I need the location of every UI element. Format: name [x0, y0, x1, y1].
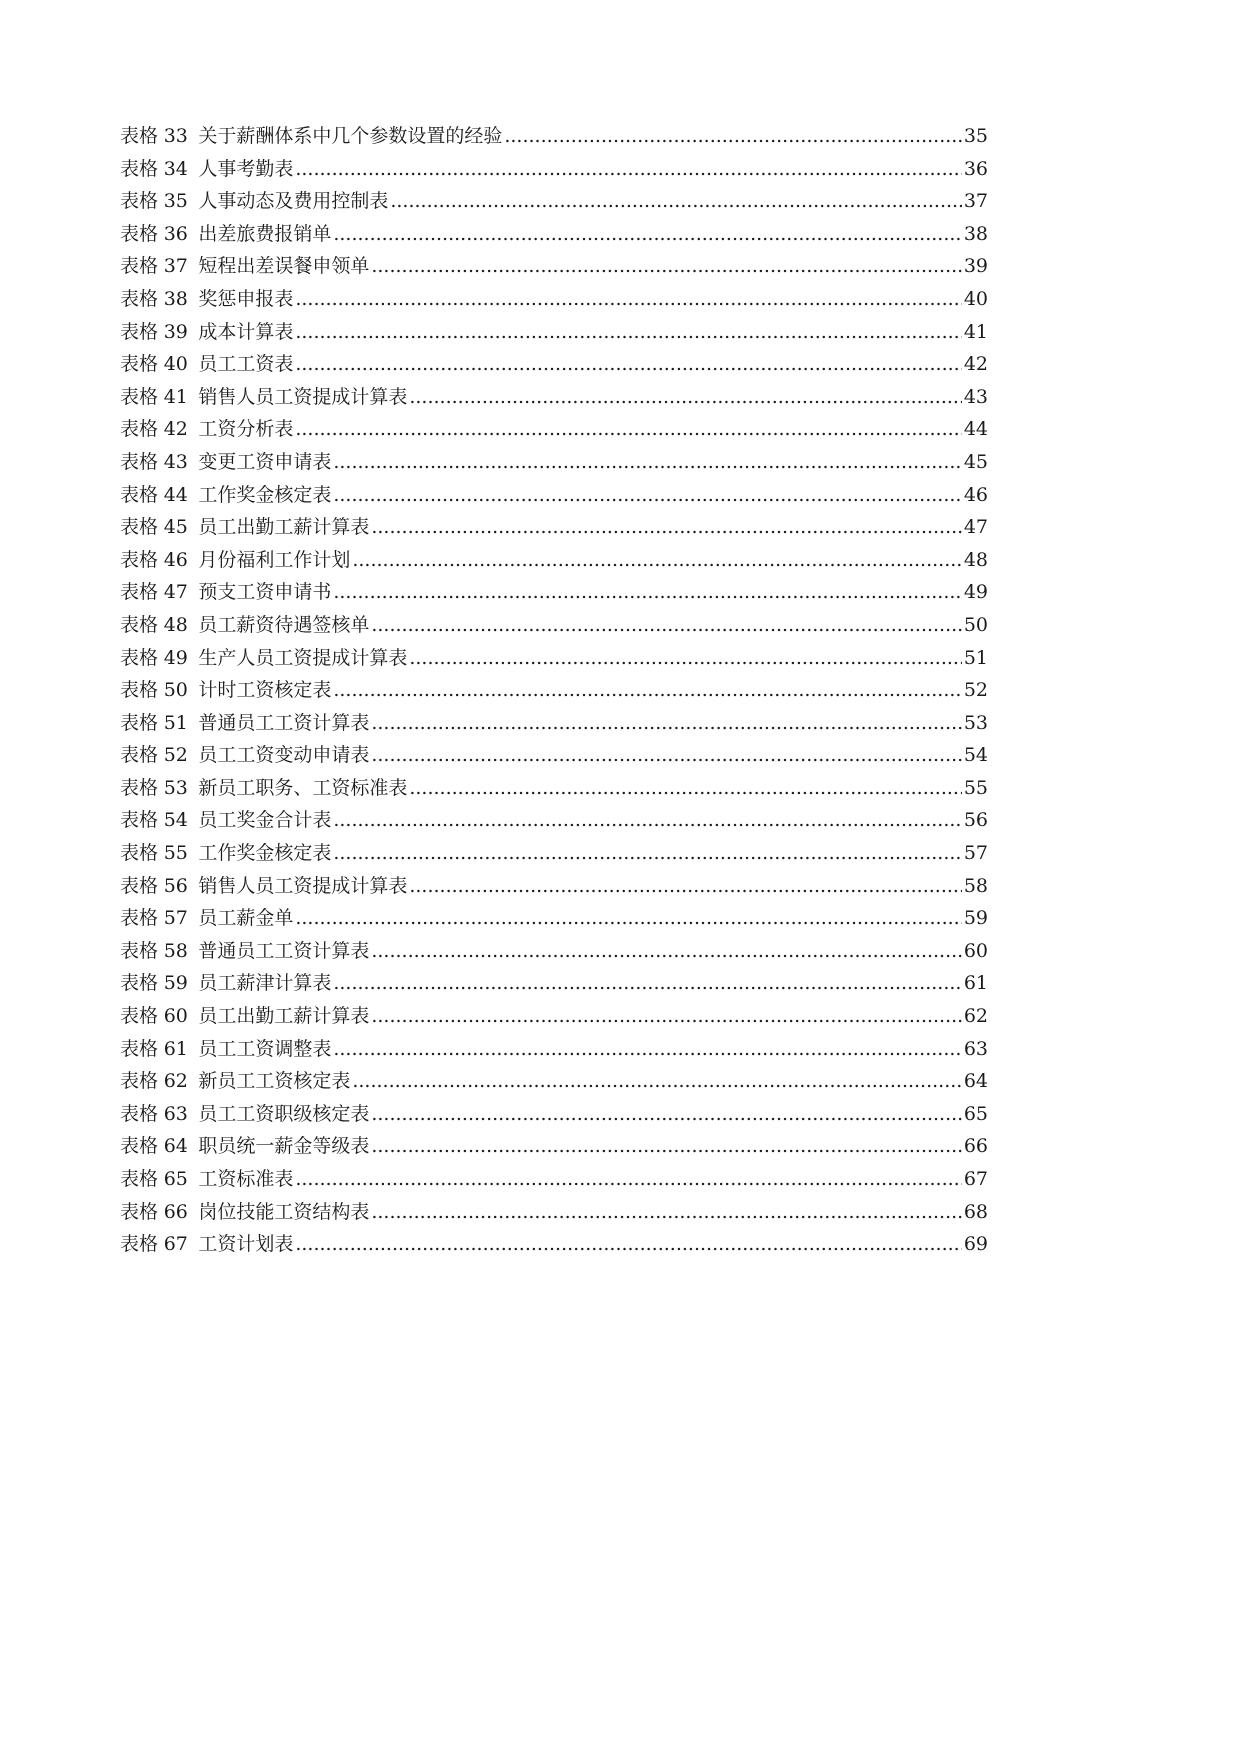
toc-entry-label: 表格 [120, 809, 159, 832]
toc-dot-leader [352, 544, 961, 577]
toc-entry-page: 57 [963, 842, 988, 865]
toc-entry[interactable] [120, 544, 988, 577]
toc-entry-number: 62 [163, 1070, 188, 1093]
toc-entry[interactable] [120, 283, 988, 316]
toc-entry-number: 47 [163, 581, 188, 604]
toc-entry-number: 44 [163, 483, 188, 506]
toc-entry-label: 表格 [120, 1135, 159, 1158]
toc-entry-title: 变更工资申请表 [198, 450, 332, 473]
toc-dot-leader [371, 1130, 961, 1163]
toc-entry-label: 表格 [120, 385, 159, 408]
toc-entry-title: 销售人员工资提成计算表 [198, 874, 408, 897]
toc-entry-title: 销售人员工资提成计算表 [198, 385, 408, 408]
toc-entry-page: 64 [963, 1070, 988, 1093]
toc-entry-title: 员工工资变动申请表 [198, 744, 370, 767]
toc-entry[interactable] [120, 870, 988, 903]
toc-entry-page: 60 [963, 939, 988, 962]
toc-entry-title: 员工薪资待遇签核单 [198, 613, 370, 636]
toc-entry-number: 67 [163, 1233, 188, 1256]
toc-entry-label: 表格 [120, 874, 159, 897]
toc-dot-leader [295, 153, 961, 186]
toc-entry-page: 47 [963, 516, 988, 539]
toc-entry-title: 工作奖金核定表 [198, 842, 332, 865]
toc-entry-number: 52 [163, 744, 188, 767]
toc-entry[interactable] [120, 316, 988, 349]
toc-dot-leader [409, 381, 961, 414]
toc-dot-leader [371, 1196, 961, 1229]
toc-entry-title: 工资分析表 [198, 418, 294, 441]
toc-dot-leader [504, 120, 961, 153]
toc-entry-label: 表格 [120, 125, 159, 147]
toc-entry-title: 员工薪津计算表 [198, 972, 332, 995]
toc-entry[interactable] [120, 1000, 988, 1033]
toc-entry-label: 表格 [120, 646, 159, 669]
toc-entry[interactable] [120, 1163, 988, 1196]
toc-entry-number: 38 [163, 287, 188, 310]
toc-entry-title: 普通员工工资计算表 [198, 939, 370, 962]
toc-entry[interactable] [120, 348, 988, 381]
toc-dot-leader [371, 250, 961, 283]
toc-entry-label: 表格 [120, 450, 159, 473]
toc-entry[interactable] [120, 479, 988, 512]
toc-entry[interactable] [120, 250, 988, 283]
toc-entry-page: 42 [963, 353, 988, 376]
toc-entry-title: 普通员工工资计算表 [198, 711, 370, 734]
toc-entry[interactable] [120, 1098, 988, 1131]
toc-entry-number: 50 [163, 679, 188, 702]
toc-entry-number: 45 [163, 516, 188, 539]
toc-entry-title: 新员工职务、工资标准表 [198, 776, 408, 799]
toc-entry-label: 表格 [120, 907, 159, 930]
toc-entry-label: 表格 [120, 1233, 159, 1256]
toc-entry-page: 36 [963, 157, 988, 180]
toc-entry-number: 56 [163, 874, 188, 897]
toc-entry-title: 关于薪酬体系中几个参数设置的经验 [198, 125, 503, 147]
toc-dot-leader [390, 185, 961, 218]
toc-entry-number: 51 [163, 711, 188, 734]
toc-entry-page: 67 [963, 1168, 988, 1190]
toc-entry-page: 43 [963, 385, 988, 408]
toc-entry[interactable] [120, 935, 988, 968]
toc-dot-leader [333, 479, 961, 512]
toc-dot-leader [295, 1163, 961, 1196]
toc-entry-label: 表格 [120, 776, 159, 799]
toc-entry-number: 61 [163, 1037, 188, 1060]
toc-entry[interactable] [120, 642, 988, 675]
toc-dot-leader [409, 642, 961, 675]
toc-entry-title: 新员工工资核定表 [198, 1070, 351, 1093]
toc-entry-number: 48 [163, 613, 188, 636]
toc-dot-leader [371, 1098, 961, 1131]
toc-entry-label: 表格 [120, 1037, 159, 1060]
toc-entry-label: 表格 [120, 939, 159, 962]
toc-entry-title: 预支工资申请书 [198, 581, 332, 604]
toc-entry-page: 46 [963, 483, 988, 506]
toc-entry-label: 表格 [120, 287, 159, 310]
toc-entry-title: 人事动态及费用控制表 [198, 190, 389, 213]
toc-entry-page: 38 [963, 222, 988, 245]
toc-entry[interactable] [120, 772, 988, 805]
toc-entry-number: 64 [163, 1135, 188, 1158]
toc-entry-page: 44 [963, 418, 988, 441]
toc-entry-label: 表格 [120, 548, 159, 571]
toc-entry-title: 出差旅费报销单 [198, 222, 332, 245]
toc-entry[interactable] [120, 1033, 988, 1066]
toc-dot-leader [333, 1033, 961, 1066]
toc-entry-title: 员工工资职级核定表 [198, 1102, 370, 1125]
toc-entry[interactable] [120, 609, 988, 642]
toc-entry[interactable] [120, 413, 988, 446]
toc-entry-page: 62 [963, 1005, 988, 1028]
toc-entry-title: 短程出差误餐申领单 [198, 255, 370, 278]
toc-entry-label: 表格 [120, 1200, 159, 1223]
toc-dot-leader [333, 674, 961, 707]
toc-entry-page: 51 [963, 646, 988, 669]
toc-entry-label: 表格 [120, 255, 159, 278]
toc-dot-leader [409, 772, 961, 805]
toc-dot-leader [333, 446, 961, 479]
toc-entry-title: 计时工资核定表 [198, 679, 332, 702]
toc-entry-title: 员工出勤工薪计算表 [198, 1005, 370, 1028]
toc-entry-title: 员工薪金单 [198, 907, 294, 930]
toc-dot-leader [333, 576, 961, 609]
toc-entry-number: 37 [163, 255, 188, 278]
toc-entry[interactable] [120, 120, 988, 153]
toc-dot-leader [333, 837, 961, 870]
toc-entry-page: 65 [963, 1102, 988, 1125]
toc-dot-leader [409, 870, 961, 903]
toc-entry-page: 39 [963, 255, 988, 278]
toc-entry-title: 工资标准表 [198, 1168, 294, 1190]
toc-entry-number: 35 [163, 190, 188, 213]
toc-entry-page: 53 [963, 711, 988, 734]
toc-entry-number: 66 [163, 1200, 188, 1223]
toc-entry[interactable] [120, 1130, 988, 1163]
toc-entry-page: 54 [963, 744, 988, 767]
toc-entry-page: 35 [963, 125, 988, 147]
toc-entry-label: 表格 [120, 581, 159, 604]
toc-entry[interactable] [120, 185, 988, 218]
toc-entry[interactable] [120, 576, 988, 609]
toc-entry-title: 人事考勤表 [198, 157, 294, 180]
toc-entry-title: 奖惩申报表 [198, 287, 294, 310]
toc-entry-page: 58 [963, 874, 988, 897]
toc-entry-label: 表格 [120, 157, 159, 180]
toc-entry[interactable] [120, 967, 988, 1000]
toc-entry-page: 69 [963, 1233, 988, 1256]
toc-entry-page: 68 [963, 1200, 988, 1223]
toc-entry-label: 表格 [120, 1005, 159, 1028]
toc-entry-label: 表格 [120, 1102, 159, 1125]
toc-entry[interactable] [120, 837, 988, 870]
toc-entry-page: 40 [963, 287, 988, 310]
toc-entry-title: 员工工资表 [198, 353, 294, 376]
toc-entry[interactable] [120, 804, 988, 837]
toc-entry-page: 49 [963, 581, 988, 604]
toc-entry[interactable] [120, 1065, 988, 1098]
toc-entry-label: 表格 [120, 842, 159, 865]
toc-entry-label: 表格 [120, 320, 159, 343]
toc-dot-leader [371, 707, 961, 740]
toc-entry-number: 59 [163, 972, 188, 995]
toc-dot-leader [295, 413, 961, 446]
toc-entry-page: 50 [963, 613, 988, 636]
toc-dot-leader [295, 902, 961, 935]
toc-dot-leader [333, 967, 961, 1000]
toc-entry-label: 表格 [120, 418, 159, 441]
toc-entry-page: 59 [963, 907, 988, 930]
toc-entry-title: 工资计划表 [198, 1233, 294, 1256]
toc-entry-page: 56 [963, 809, 988, 832]
toc-entry[interactable] [120, 381, 988, 414]
toc-entry-number: 43 [163, 450, 188, 473]
toc-entry-number: 55 [163, 842, 188, 865]
toc-entry-title: 职员统一薪金等级表 [198, 1135, 370, 1158]
toc-entry-page: 41 [963, 320, 988, 343]
toc-entry-title: 生产人员工资提成计算表 [198, 646, 408, 669]
toc-entry-page: 61 [963, 972, 988, 995]
toc-entry-label: 表格 [120, 483, 159, 506]
toc-dot-leader [371, 609, 961, 642]
toc-dot-leader [295, 283, 961, 316]
toc-entry-number: 60 [163, 1005, 188, 1028]
toc-entry-page: 52 [963, 679, 988, 702]
toc-entry-title: 成本计算表 [198, 320, 294, 343]
toc-dot-leader [333, 804, 961, 837]
toc-entry-label: 表格 [120, 744, 159, 767]
toc-dot-leader [295, 348, 961, 381]
toc-entry-number: 39 [163, 320, 188, 343]
toc-dot-leader [371, 935, 961, 968]
toc-entry-label: 表格 [120, 516, 159, 539]
toc-dot-leader [371, 511, 961, 544]
toc-entry-page: 48 [963, 548, 988, 571]
toc-dot-leader [333, 218, 961, 251]
toc-entry[interactable] [120, 218, 988, 251]
toc-entry-label: 表格 [120, 353, 159, 376]
toc-entry-page: 63 [963, 1037, 988, 1060]
toc-entry-number: 33 [163, 125, 188, 147]
table-of-contents [120, 120, 988, 1261]
toc-entry[interactable] [120, 739, 988, 772]
toc-entry-number: 46 [163, 548, 188, 571]
toc-dot-leader [352, 1065, 961, 1098]
toc-entry-number: 53 [163, 776, 188, 799]
toc-entry-number: 41 [163, 385, 188, 408]
toc-entry-number: 49 [163, 646, 188, 669]
toc-entry-label: 表格 [120, 679, 159, 702]
toc-entry-number: 54 [163, 809, 188, 832]
toc-entry-number: 40 [163, 353, 188, 376]
toc-entry-page: 37 [963, 190, 988, 213]
toc-entry-number: 36 [163, 222, 188, 245]
toc-entry-number: 58 [163, 939, 188, 962]
toc-entry-title: 员工工资调整表 [198, 1037, 332, 1060]
toc-entry-title: 岗位技能工资结构表 [198, 1200, 370, 1223]
toc-entry[interactable] [120, 511, 988, 544]
toc-entry-label: 表格 [120, 190, 159, 213]
toc-entry-page: 66 [963, 1135, 988, 1158]
toc-entry-label: 表格 [120, 222, 159, 245]
toc-entry-label: 表格 [120, 1168, 159, 1190]
toc-entry-label: 表格 [120, 613, 159, 636]
toc-dot-leader [295, 316, 961, 349]
toc-entry-number: 42 [163, 418, 188, 441]
toc-entry[interactable] [120, 902, 988, 935]
toc-entry-number: 57 [163, 907, 188, 930]
toc-dot-leader [295, 1228, 961, 1261]
toc-entry-page: 45 [963, 450, 988, 473]
toc-entry-label: 表格 [120, 1070, 159, 1093]
toc-entry[interactable] [120, 707, 988, 740]
toc-dot-leader [371, 1000, 961, 1033]
toc-entry-title: 月份福利工作计划 [198, 548, 351, 571]
toc-entry-title: 员工奖金合计表 [198, 809, 332, 832]
toc-entry-title: 工作奖金核定表 [198, 483, 332, 506]
toc-entry-number: 63 [163, 1102, 188, 1125]
toc-entry[interactable] [120, 446, 988, 479]
toc-entry[interactable] [120, 1196, 988, 1229]
toc-entry-page: 55 [963, 776, 988, 799]
toc-entry-label: 表格 [120, 711, 159, 734]
toc-entry[interactable] [120, 153, 988, 186]
toc-entry-title: 员工出勤工薪计算表 [198, 516, 370, 539]
toc-dot-leader [371, 739, 961, 772]
toc-entry-label: 表格 [120, 972, 159, 995]
toc-entry[interactable] [120, 674, 988, 707]
toc-entry-number: 34 [163, 157, 188, 180]
toc-entry[interactable] [120, 1228, 988, 1261]
toc-entry-number: 65 [163, 1168, 188, 1190]
